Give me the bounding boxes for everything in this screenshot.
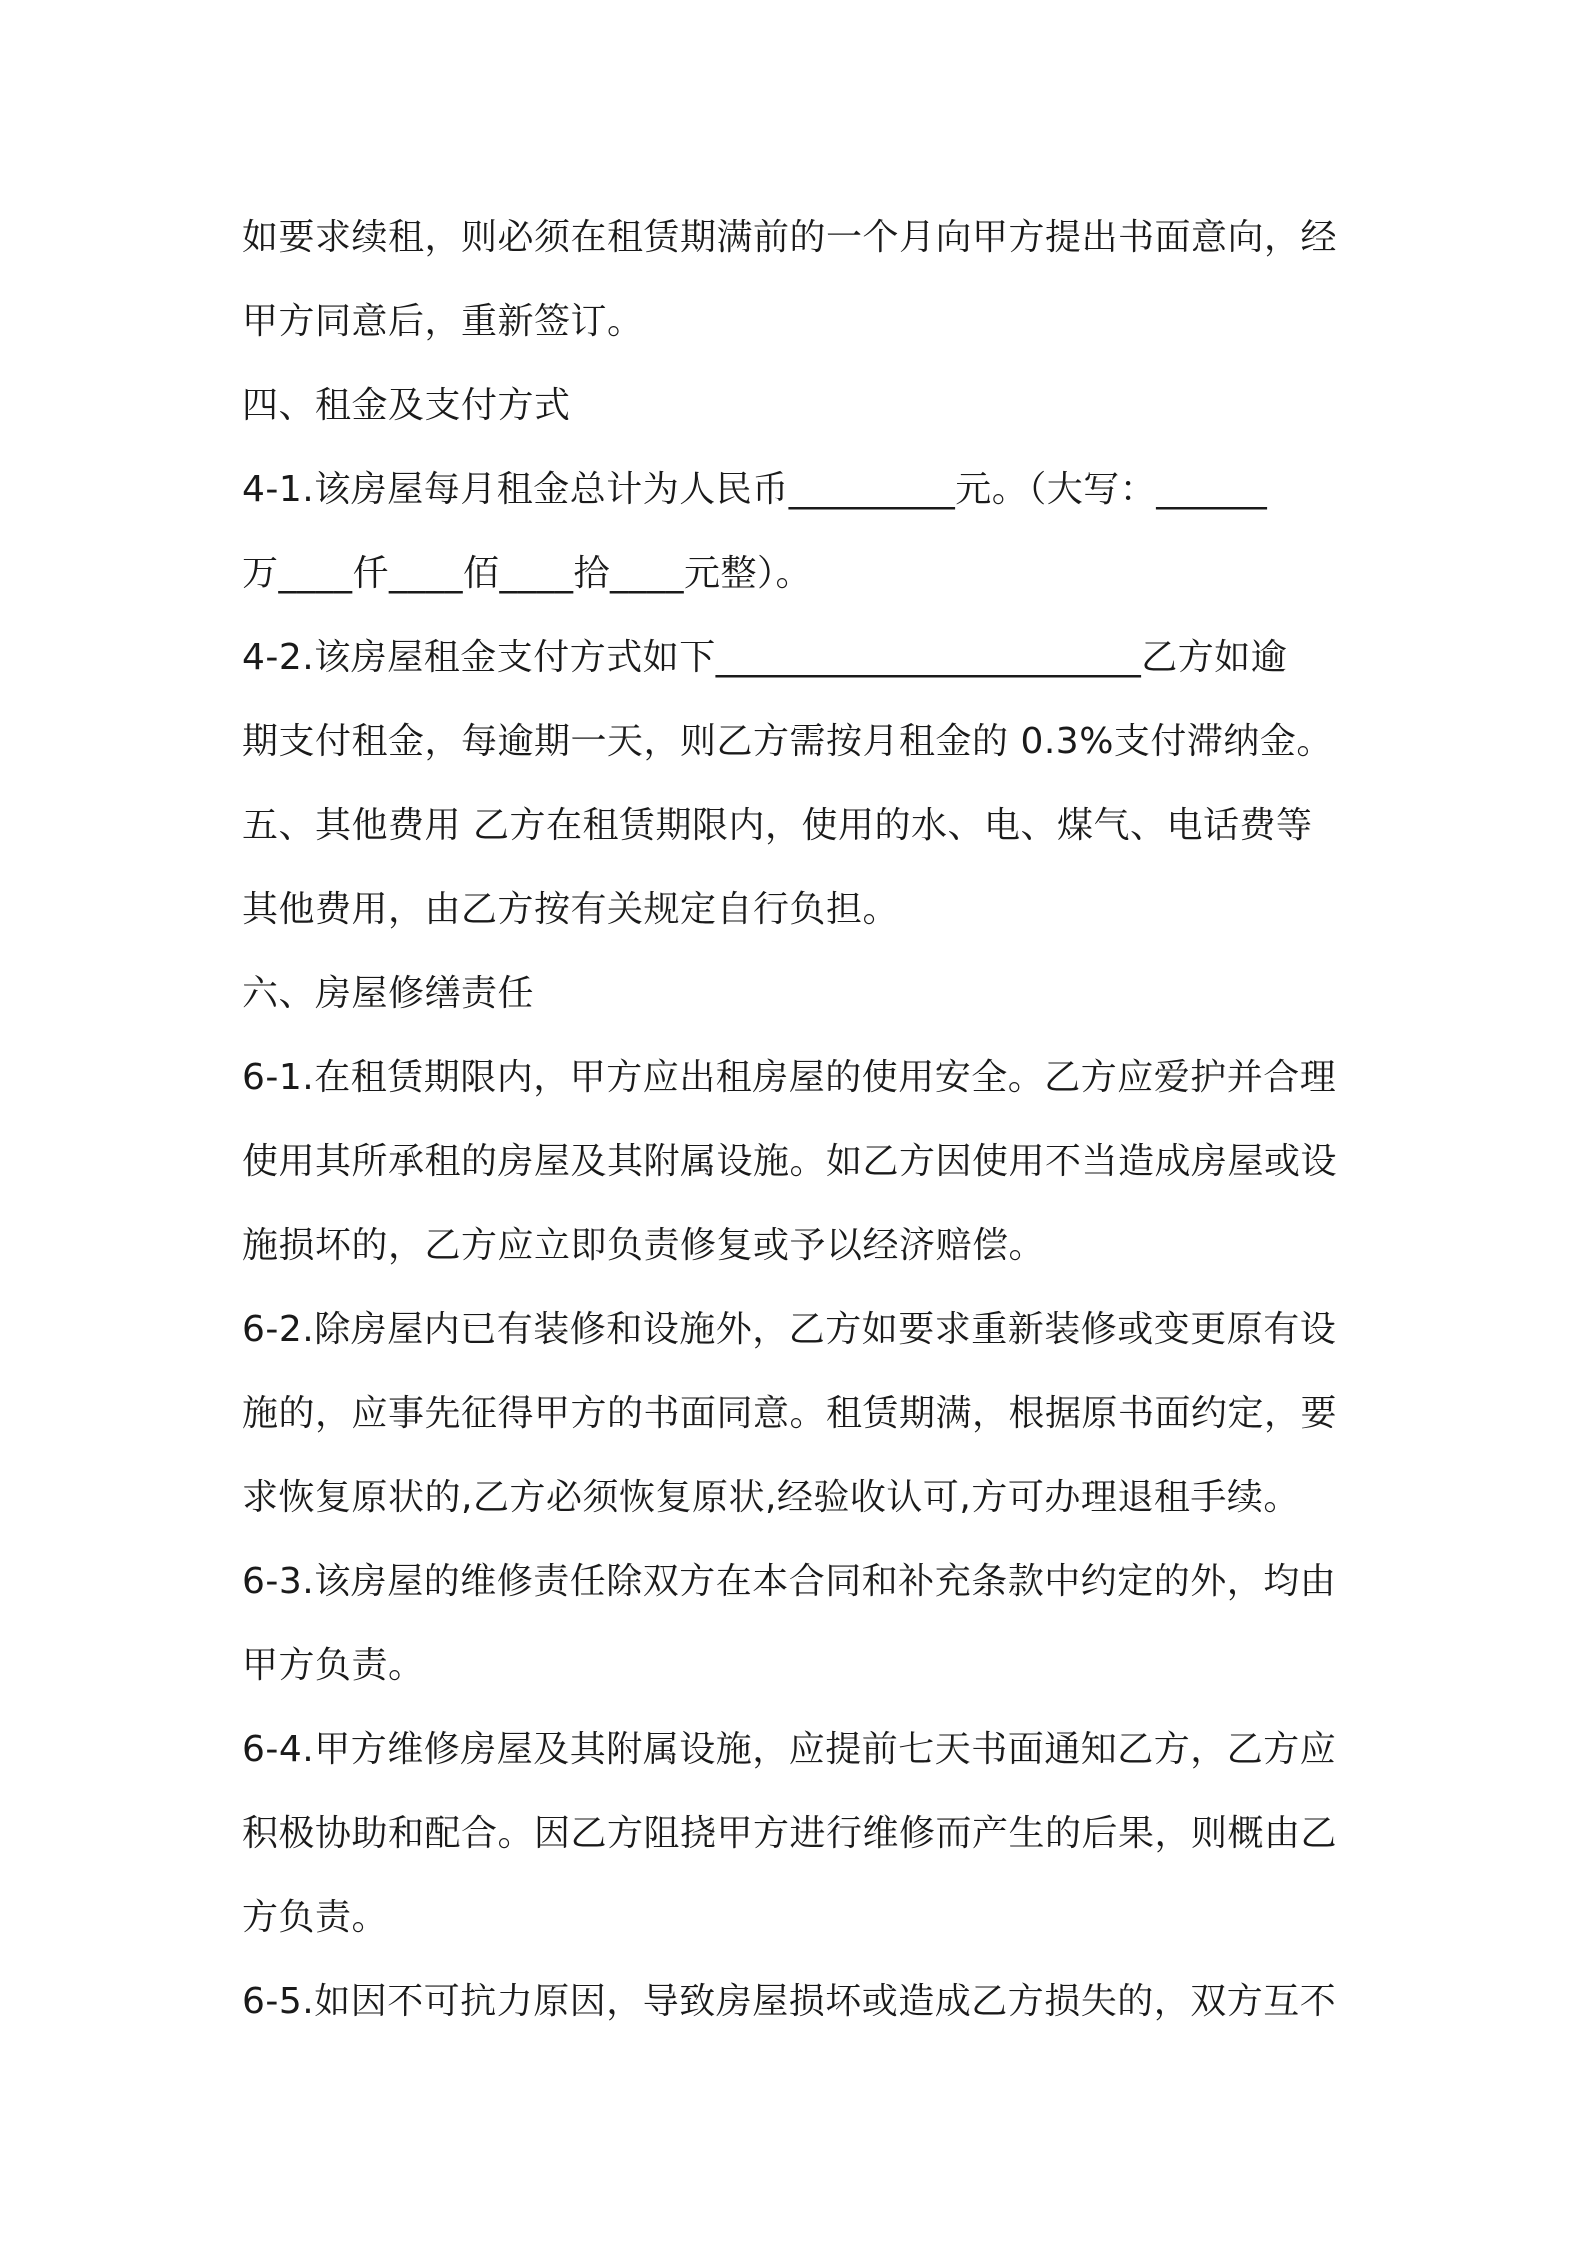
text-line: 其他费用，由乙方按有关规定自行负担。 bbox=[242, 889, 900, 930]
contract-text-body bbox=[242, 196, 1362, 2044]
text-line: 积极协助和配合。因乙方阻挠甲方进行维修而产生的后果，则概由乙 bbox=[242, 1813, 1338, 1854]
text-line: 甲方同意后，重新签订。 bbox=[242, 301, 644, 342]
text-line: 甲方负责。 bbox=[242, 1645, 425, 1686]
text-line: 4-1.该房屋每月租金总计为人民币_________元。（大写：______ bbox=[242, 469, 1268, 510]
text-line: 6-1.在租赁期限内，甲方应出租房屋的使用安全。乙方应爱护并合理 bbox=[242, 1057, 1337, 1098]
text-line: 期支付租金，每逾期一天，则乙方需按月租金的 0.3%支付滞纳金。 bbox=[242, 721, 1333, 762]
text-line: 6-4.甲方维修房屋及其附属设施，应提前七天书面通知乙方，乙方应 bbox=[242, 1729, 1337, 1770]
text-line: 五、其他费用 乙方在租赁期限内，使用的水、电、煤气、电话费等 bbox=[242, 805, 1313, 846]
text-line: 万____仟____佰____拾____元整）。 bbox=[242, 553, 813, 594]
text-line: 方负责。 bbox=[242, 1897, 389, 1938]
section-heading: 四、租金及支付方式 bbox=[242, 385, 571, 426]
text-line: 6-3.该房屋的维修责任除双方在本合同和补充条款中约定的外，均由 bbox=[242, 1561, 1337, 1602]
text-line: 6-5.如因不可抗力原因，导致房屋损坏或造成乙方损失的，双方互不 bbox=[242, 1981, 1337, 2022]
text-line: 4-2.该房屋租金支付方式如下_______________________乙方如逾 bbox=[242, 637, 1288, 678]
section-heading: 六、房屋修缮责任 bbox=[242, 973, 535, 1014]
text-line: 使用其所承租的房屋及其附属设施。如乙方因使用不当造成房屋或设 bbox=[242, 1141, 1338, 1182]
text-line: 如要求续租，则必须在租赁期满前的一个月向甲方提出书面意向，经 bbox=[242, 217, 1338, 258]
text-line: 施损坏的，乙方应立即负责修复或予以经济赔偿。 bbox=[242, 1225, 1046, 1266]
text-line: 求恢复原状的,乙方必须恢复原状,经验收认可,方可办理退租手续。 bbox=[242, 1477, 1300, 1518]
text-line: 施的，应事先征得甲方的书面同意。租赁期满，根据原书面约定，要 bbox=[242, 1393, 1338, 1434]
text-line: 6-2.除房屋内已有装修和设施外，乙方如要求重新装修或变更原有设 bbox=[242, 1309, 1337, 1350]
